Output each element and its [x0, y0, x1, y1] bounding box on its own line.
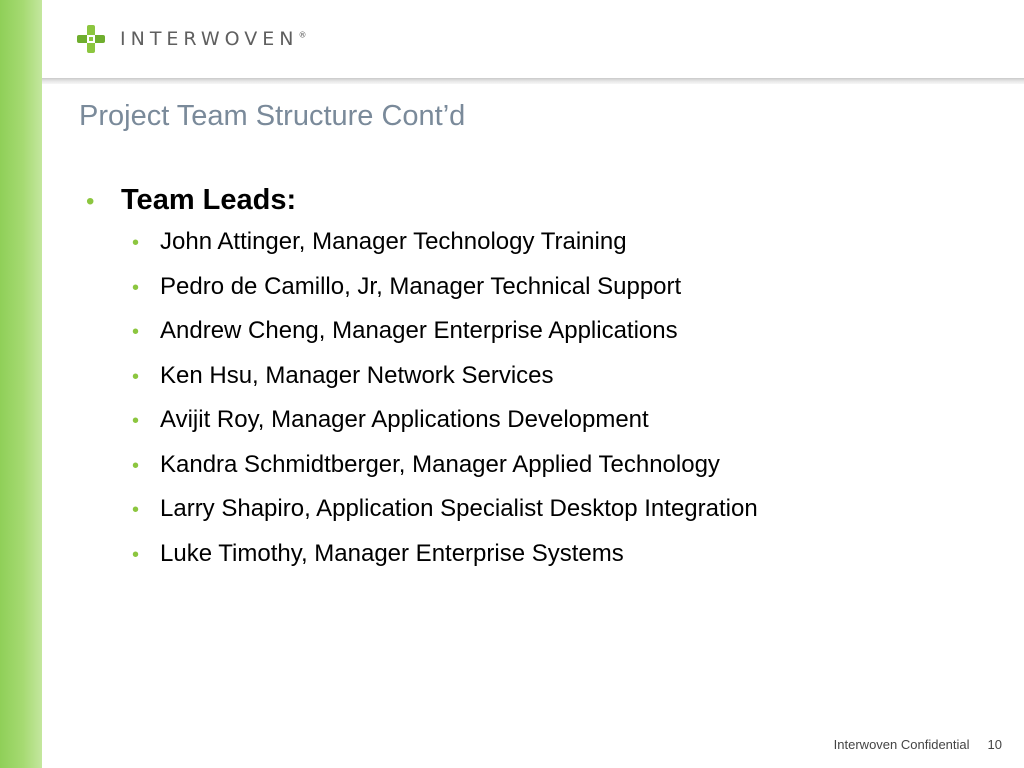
bullet-glyph: •	[86, 188, 95, 215]
bullet-glyph: •	[132, 365, 140, 388]
slide-title: Project Team Structure Cont’d	[79, 100, 466, 132]
confidential-label: Interwoven Confidential	[833, 737, 970, 752]
slide-content	[86, 184, 986, 584]
registered-mark: ®	[298, 30, 307, 40]
list-item	[132, 317, 986, 362]
list-item	[132, 495, 986, 540]
lead-text: Andrew Cheng, Manager Enterprise Applications	[160, 317, 678, 344]
bullet-glyph: •	[132, 410, 140, 432]
lead-text: Kandra Schmidtberger, Manager Applied Technology	[160, 450, 720, 478]
list-item	[132, 273, 986, 318]
list-item	[132, 540, 986, 585]
lead-text: Luke Timothy, Manager Enterprise Systems	[160, 539, 624, 567]
lead-text: Ken Hsu, Manager Network Services	[160, 361, 554, 389]
left-accent-bar	[0, 0, 42, 768]
lead-text: Pedro de Camillo, Jr, Manager Technical Support	[160, 272, 682, 300]
bullet-glyph: •	[132, 232, 140, 254]
team-leads-heading: Team Leads:	[121, 184, 297, 216]
list-item	[132, 228, 986, 273]
logo-wordmark: INTERWOVEN®	[120, 28, 307, 50]
slide-footer	[834, 737, 1002, 752]
lead-text: John Attinger, Manager Technology Training	[160, 228, 627, 255]
list-item	[132, 406, 986, 451]
bullet-glyph: •	[132, 321, 140, 343]
main-bullet	[86, 184, 986, 222]
bullet-glyph: •	[132, 454, 140, 477]
interwoven-weave-icon	[76, 24, 106, 54]
list-item	[132, 451, 986, 496]
team-leads-list	[132, 228, 986, 584]
lead-text: Avijit Roy, Manager Applications Development	[160, 406, 649, 433]
bullet-glyph: •	[132, 499, 140, 521]
lead-text: Larry Shapiro, Application Specialist Desktop Integration	[160, 495, 758, 522]
header-divider	[42, 78, 1024, 84]
page-number: 10	[987, 737, 1002, 752]
list-item	[132, 362, 986, 407]
interwoven-logo	[76, 22, 306, 56]
bullet-glyph: •	[132, 276, 140, 299]
bullet-glyph: •	[132, 543, 140, 566]
